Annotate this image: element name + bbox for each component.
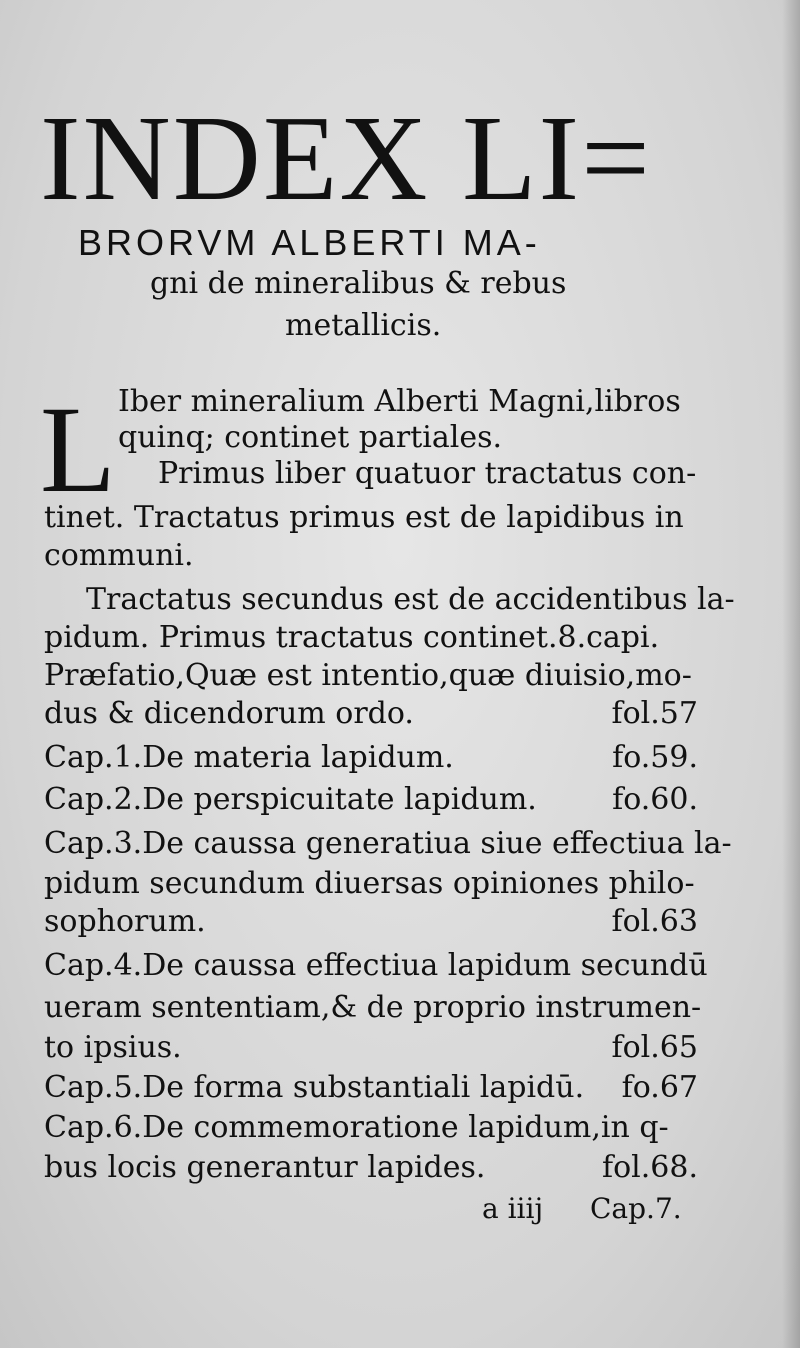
entry-text: bus locis generantur lapides. — [44, 1150, 486, 1185]
entry-folio: fol.63 — [611, 904, 698, 939]
title-line-4: metallicis. — [285, 308, 442, 343]
index-entry — [44, 990, 702, 1026]
catchword: Cap.7. — [590, 1192, 682, 1225]
intro-line: Præfatio,Quæ est intentio,quæ diuisio,mo- — [44, 658, 692, 693]
intro-line: Tractatus secundus est de accidentibus la- — [86, 582, 735, 617]
page-edge-shadow — [782, 0, 800, 1348]
decorated-initial: L — [40, 381, 116, 518]
entry-text: Cap.1.De materia lapidum. — [44, 740, 454, 775]
intro-line: pidum. Primus tractatus continet.8.capi. — [44, 620, 660, 655]
entry-folio: fo.60. — [612, 782, 698, 817]
intro-line: tinet. Tractatus primus est de lapidibus in — [44, 500, 684, 535]
entry-text: sophorum. — [44, 904, 206, 939]
entry-folio: fol.68. — [601, 1150, 698, 1185]
index-entry — [44, 948, 708, 984]
index-entry — [44, 740, 698, 776]
entry-folio: fo.59. — [612, 740, 698, 775]
entry-text: pidum secundum diuersas opiniones philo- — [44, 866, 695, 901]
entry-text: Cap.3.De caussa generatiua siue effectiua la- — [44, 826, 732, 861]
intro-line: Primus liber quatuor tractatus con- — [158, 456, 697, 491]
index-entry — [44, 826, 732, 862]
index-entry — [44, 1150, 698, 1186]
intro-line: communi. — [44, 538, 194, 573]
entry-folio: fol.65 — [611, 1030, 698, 1065]
title-line-2: BRORVM ALBERTI MA- — [78, 222, 541, 263]
entry-folio: fo.67 — [621, 1070, 698, 1105]
title-line-3: gni de mineralibus & rebus — [150, 266, 567, 301]
index-entry — [44, 1110, 698, 1146]
index-entry — [44, 1070, 698, 1106]
page-title: INDEX LI= — [40, 91, 652, 226]
entry-text: Cap.6.De commemoratione lapidum,in q- — [44, 1110, 669, 1145]
intro-line: quinq; continet partiales. — [118, 420, 503, 455]
entry-text: dus & dicendorum ordo. — [44, 696, 414, 731]
index-entry — [44, 1030, 698, 1066]
index-entry — [44, 904, 698, 940]
index-entry — [44, 696, 698, 732]
intro-line: Iber mineralium Alberti Magni,libros — [118, 384, 681, 419]
index-entry — [44, 782, 698, 818]
entry-text: to ipsius. — [44, 1030, 182, 1065]
entry-text: Cap.2.De perspicuitate lapidum. — [44, 782, 537, 817]
entry-text: Cap.4.De caussa effectiua lapidum secundū — [44, 948, 708, 983]
entry-folio: fol.57 — [611, 696, 698, 731]
signature-mark: a iiij — [482, 1192, 544, 1225]
entry-text: Cap.5.De forma substantiali lapidū. — [44, 1070, 585, 1105]
entry-text: ueram sententiam,& de proprio instrumen- — [44, 990, 702, 1025]
index-entry — [44, 866, 698, 902]
